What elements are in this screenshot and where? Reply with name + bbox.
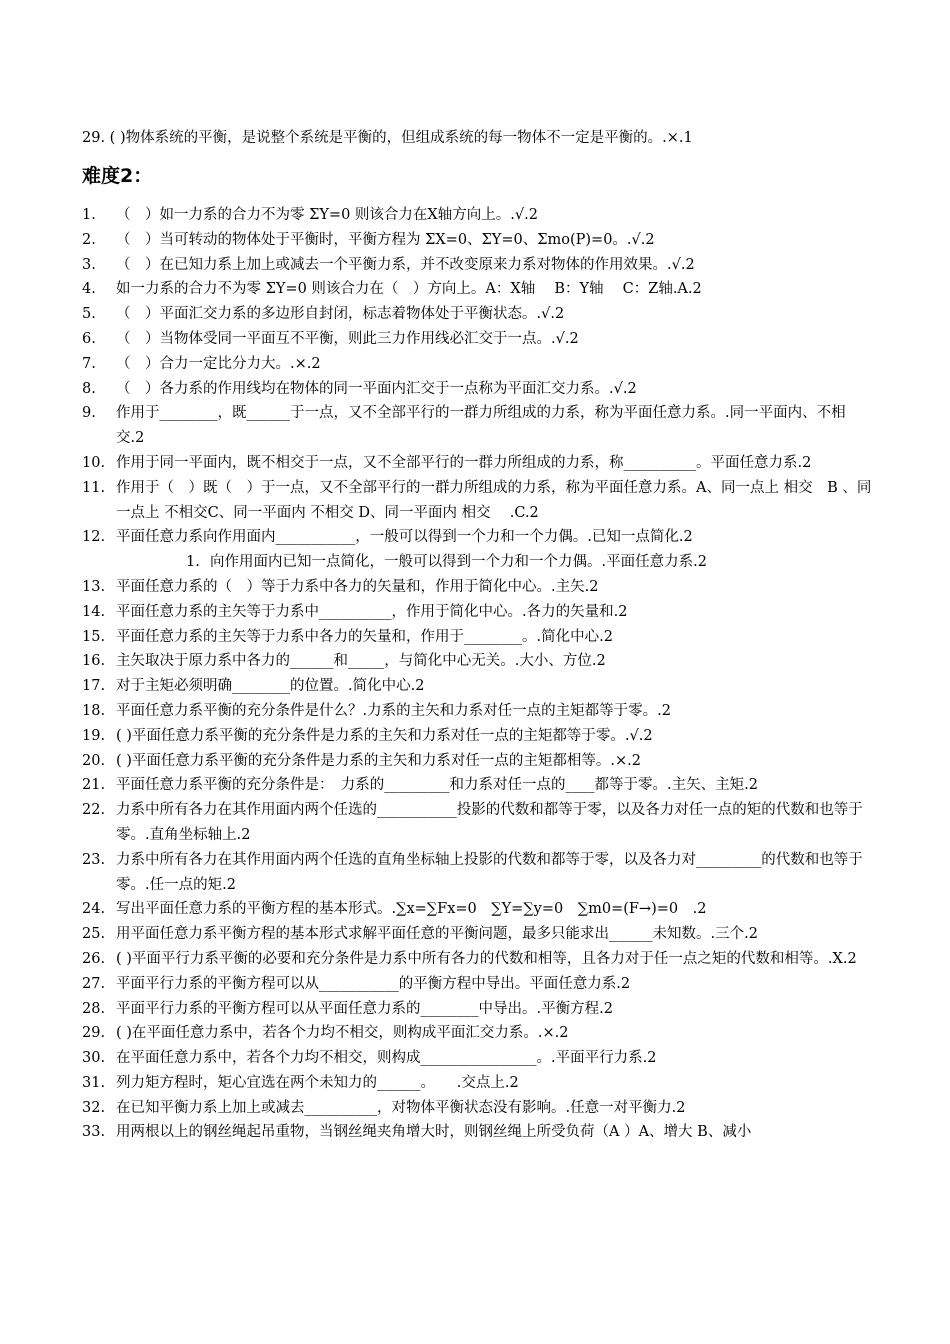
- question-text: 平面任意力系平衡的充分条件是： 力系的_________和力系对任一点的____都等于零。.主矢、主矩.2: [116, 777, 758, 794]
- question-item: [82, 476, 872, 526]
- question-text: 作用于（ ）既（ ）于一点，又不全部平行的一群力所组成的力系，称为平面任意力系。A、同一点上 相交 B 、同一点上 不相交C、同一平面内 不相交 D、同一平面内 相交 .C.2: [116, 479, 872, 521]
- question-text: 写出平面任意力系的平衡方程的基本形式。.∑x=∑Fx=0 ∑Y=∑y=0 ∑m0=(F→)=0 .2: [116, 901, 707, 918]
- question-text: ( )平面平行力系平衡的必要和充分条件是力系中所有各力的代数和相等，且各力对于任一点之矩的代数和相等。.X.2: [116, 950, 857, 967]
- question-item: [82, 897, 872, 922]
- question-number: 7.: [82, 355, 96, 372]
- question-number: 31.: [82, 1074, 106, 1091]
- question-text: （ ）当可转动的物体处于平衡时，平衡方程为 ΣX=0、ΣY=0、Σmo(P)=0。.√.2: [116, 231, 655, 248]
- question-item: [82, 1021, 872, 1046]
- question-text: 用两根以上的钢丝绳起吊重物，当钢丝绳夹角增大时，则钢丝绳上所受负荷（A ）A、增大 B、减小: [116, 1124, 752, 1141]
- question-item: [82, 203, 872, 228]
- question-number: 19.: [82, 727, 106, 744]
- question-item: [82, 277, 872, 302]
- question-number: 13.: [82, 578, 106, 595]
- question-number: 27.: [82, 975, 106, 992]
- question-text: 作用于________，既______于一点，又不全部平行的一群力所组成的力系，称为平面任意力系。.同一平面内、不相交.2: [116, 405, 846, 447]
- question-number: 16.: [82, 653, 106, 670]
- question-29-previous: [82, 129, 882, 147]
- question-item: [82, 1071, 872, 1096]
- sub-item: [82, 550, 872, 575]
- question-text: ( )物体系统的平衡，是说整个系统是平衡的，但组成系统的每一物体不一定是平衡的。.×.1: [109, 130, 693, 146]
- question-text: 平面任意力系的主矢等于力系中__________，作用于简化中心。.各力的矢量和.2: [116, 603, 628, 620]
- question-number: 18.: [82, 702, 106, 719]
- question-item: [82, 922, 872, 947]
- sub-item-number: 1.: [186, 554, 200, 571]
- question-text: 在已知平衡力系上加上或减去__________，对物体平衡状态没有影响。.任意一对平衡力.2: [116, 1099, 686, 1116]
- question-item: [82, 600, 872, 625]
- question-item: [82, 228, 872, 253]
- question-text: ( )在平面任意力系中，若各个力均不相交，则构成平面汇交力系。.×.2: [116, 1025, 569, 1042]
- question-item: [82, 575, 872, 600]
- question-number: 15.: [82, 628, 106, 645]
- question-text: 如一力系的合力不为零 ΣY=0 则该合力在（ ）方向上。A：X轴 B：Y轴 C：Z轴.A.2: [116, 281, 702, 298]
- question-text: （ ）在已知力系上加上或减去一个平衡力系，并不改变原来力系对物体的作用效果。.√.2: [116, 256, 695, 273]
- question-number: 6.: [82, 330, 96, 347]
- question-number: 3.: [82, 256, 96, 273]
- question-text: 列力矩方程时，矩心宜选在两个未知力的______。 .交点上.2: [116, 1074, 519, 1091]
- question-item: [82, 377, 872, 402]
- question-number: 24.: [82, 901, 106, 918]
- question-number: 32.: [82, 1099, 106, 1116]
- question-number: 10.: [82, 454, 106, 471]
- question-number: 2.: [82, 231, 96, 248]
- question-text: （ ）当物体受同一平面互不平衡，则此三力作用线必汇交于一点。.√.2: [116, 330, 579, 347]
- question-item: [82, 525, 872, 550]
- question-number: 20.: [82, 752, 106, 769]
- section-heading: 难度2：: [82, 165, 153, 187]
- question-number: 29.: [82, 1025, 106, 1042]
- question-number: 11.: [82, 479, 106, 496]
- question-item: [82, 947, 872, 972]
- question-item: [82, 451, 872, 476]
- question-item: [82, 798, 872, 848]
- question-text: 力系中所有各力在其作用面内两个任选的直角坐标轴上投影的代数和都等于零，以及各力对_________的代数和也等于零。.任一点的矩.2: [116, 851, 863, 893]
- question-text: 作用于同一平面内，既不相交于一点，又不全部平行的一群力所组成的力系，称__________。平面任意力系.2: [116, 454, 812, 471]
- question-text: 力系中所有各力在其作用面内两个任选的___________投影的代数和都等于零，以及各力对任一点的矩的代数和也等于零。.直角坐标轴上.2: [116, 802, 863, 843]
- question-number: 33.: [82, 1124, 106, 1141]
- sub-item-text: 向作用面内已知一点简化，一般可以得到一个力和一个力偶。.平面任意力系.2: [210, 554, 707, 571]
- question-text: 平面任意力系平衡的充分条件是什么？.力系的主矢和力系对任一点的主矩都等于零。.2: [116, 702, 671, 719]
- question-number: 23.: [82, 851, 106, 868]
- question-item: [82, 302, 872, 327]
- question-item: [82, 327, 872, 352]
- question-item: [82, 1046, 872, 1071]
- question-item: [82, 699, 872, 724]
- question-item: [82, 649, 872, 674]
- question-item: [82, 749, 872, 774]
- question-text: 平面平行力系的平衡方程可以从___________的平衡方程中导出。平面任意力系.2: [116, 975, 631, 992]
- question-number: 28.: [82, 1000, 106, 1017]
- question-text: （ ）平面汇交力系的多边形自封闭，标志着物体处于平衡状态。.√.2: [116, 306, 565, 323]
- question-number: 17.: [82, 678, 106, 695]
- question-item: [82, 773, 872, 798]
- question-number: 14.: [82, 603, 106, 620]
- question-text: 用平面任意力系平衡方程的基本形式求解平面任意的平衡问题，最多只能求出______未知数。.三个.2: [116, 926, 758, 943]
- question-text: 平面任意力系的主矢等于力系中各力的矢量和，作用于________。.简化中心.2: [116, 628, 613, 645]
- question-number: 29.: [82, 130, 106, 146]
- question-text: 在平面任意力系中，若各个力均不相交，则构成________________。.平面平行力系.2: [116, 1050, 657, 1067]
- question-item: [82, 1120, 872, 1145]
- question-text: ( )平面任意力系平衡的充分条件是力系的主矢和力系对任一点的主矩都相等。.×.2: [116, 752, 642, 769]
- question-text: （ ）各力系的作用线均在物体的同一平面内汇交于一点称为平面汇交力系。.√.2: [116, 380, 637, 397]
- question-text: 主矢取决于原力系中各力的______和_____，与简化中心无关。.大小、方位.2: [116, 653, 606, 670]
- question-number: 22.: [82, 802, 106, 819]
- question-item: [82, 848, 872, 898]
- question-text: 平面平行力系的平衡方程可以从平面任意力系的________中导出。.平衡方程.2: [116, 1000, 613, 1017]
- question-item: [82, 997, 872, 1022]
- question-text: 平面任意力系向作用面内___________，一般可以得到一个力和一个力偶。.已知一点简化.2: [116, 529, 693, 546]
- question-number: 25.: [82, 926, 106, 943]
- question-text: （ ）合力一定比分力大。.×.2: [116, 355, 321, 372]
- question-item: [82, 1096, 872, 1121]
- question-item: [82, 401, 872, 451]
- question-item: [82, 972, 872, 997]
- question-number: 8.: [82, 380, 96, 397]
- question-item: [82, 674, 872, 699]
- question-number: 9.: [82, 405, 96, 422]
- question-item: [82, 625, 872, 650]
- question-number: 5.: [82, 306, 96, 323]
- question-number: 12.: [82, 529, 106, 546]
- question-number: 30.: [82, 1050, 106, 1067]
- question-text: （ ）如一力系的合力不为零 ΣY=0 则该合力在X轴方向上。.√.2: [116, 207, 538, 223]
- question-text: ( )平面任意力系平衡的充分条件是力系的主矢和力系对任一点的主矩都等于零。.√.2: [116, 727, 653, 744]
- question-number: 26.: [82, 950, 106, 967]
- question-item: [82, 253, 872, 278]
- question-text: 对于主矩必须明确________的位置。.简化中心.2: [116, 678, 425, 695]
- question-number: 1.: [82, 207, 96, 223]
- question-item: [82, 724, 872, 749]
- question-number: 4.: [82, 281, 96, 298]
- question-number: 21.: [82, 777, 106, 794]
- question-item: [82, 352, 872, 377]
- question-text: 平面任意力系的（ ）等于力系中各力的矢量和，作用于简化中心。.主矢.2: [116, 578, 599, 595]
- question-list: [82, 203, 872, 1145]
